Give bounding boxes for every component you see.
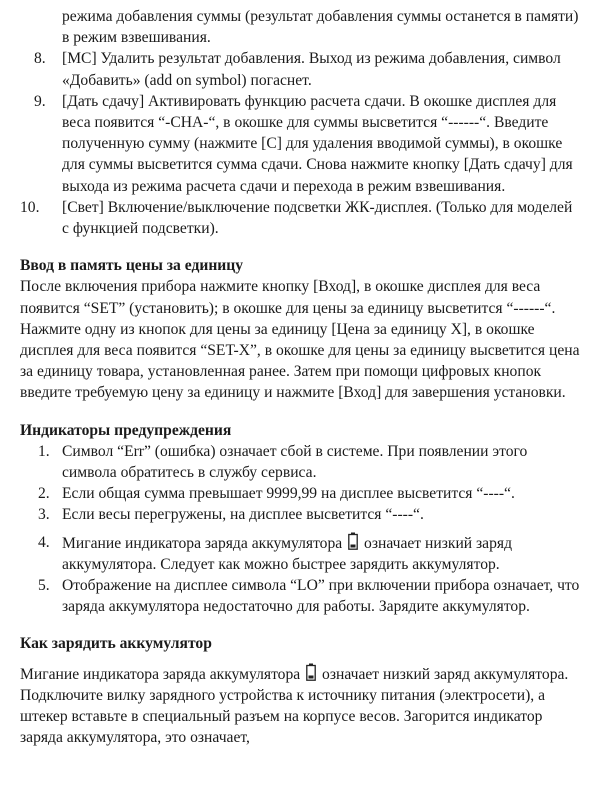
section-heading-warnings: Индикаторы предупреждения (20, 421, 232, 439)
unit-price-paragraph: После включения прибора нажмите кнопку [Вход], в окошке дисплея для веса появится “SET” (установить); в окошке для цены за единицу высветится “------“. Нажмите одну из кнопок для цены за единицу [Цена за единицу X], в окошке дисплея для веса появится “SET-X”, в окошке для цены за единицу высветится цена за единицу товара, установленная ранее. Затем при помощи цифровых кнопок введите требуемую цену за единицу и нажмите [Вход] для завершения установки. (20, 278, 580, 402)
item-text: [Свет] Включение/выключение подсветки ЖК-дисплея. (Только для моделей с функцией подсветки). (62, 198, 573, 238)
list-item (20, 197, 580, 239)
item-text: Если весы перегружены, на дисплее высветится “----“. (62, 506, 424, 524)
section-heading-unit-price: Ввод в память цены за единицу (20, 257, 244, 275)
item-number: 10. (20, 198, 40, 216)
warning-list (20, 441, 580, 618)
item-text: [Дать сдачу] Активировать функцию расчета сдачи. В окошке дисплея для веса появится “-CHA-“, в окошке для суммы высветится “------“. Введите полученную сумму (нажмите [C] для удаления вводимой суммы), в окошке для суммы высветится сумма сдачи. Снова нажмите кнопку [Дать сдачу] для выхода из режима расчета сдачи и перехода в режим взвешивания. (62, 92, 573, 195)
battery-icon (306, 663, 316, 681)
button-function-list (20, 48, 580, 239)
battery-icon (348, 532, 358, 550)
section-heading-charging: Как зарядить аккумулятор (20, 635, 212, 653)
list-item (20, 91, 580, 197)
list-item (20, 504, 580, 525)
item-number: 3. (38, 506, 50, 524)
item-text: Если общая сумма превышает 9999,99 на дисплее высветится “----“. (62, 485, 515, 503)
list-item (20, 48, 580, 90)
item-number: 1. (38, 442, 50, 460)
item-number: 2. (38, 485, 50, 503)
item-number: 8. (34, 50, 46, 68)
continuation-text: режима добавления суммы (результат добавления суммы останется в памяти) в режим взвешивания. (62, 8, 579, 47)
charging-text-before: Мигание индикатора заряда аккумулятора (20, 665, 301, 683)
list-item (20, 441, 580, 483)
item-text-after: означает низкий заряд аккумулятора. Следует как можно быстрее зарядить аккумулятор. (62, 534, 513, 573)
list-item (20, 575, 580, 617)
item-number: 5. (38, 577, 50, 595)
item-text: Отображение на дисплее символа “LO” при включении прибора означает, что заряда аккумулятора недостаточно для работы. Зарядите аккумулятор. (62, 577, 580, 616)
list-item (20, 532, 580, 575)
charging-paragraph (20, 663, 580, 749)
item-number: 4. (38, 533, 50, 551)
item-text-before: Мигание индикатора заряда аккумулятора (62, 534, 343, 552)
list-item (20, 483, 580, 504)
item-text: [MC] Удалить результат добавления. Выход из режима добавления, символ «Добавить» (add on symbol) погаснет. (62, 50, 561, 89)
item-text: Символ “Err” (ошибка) означает сбой в системе. При появлении этого символа обратитесь в службу сервиса. (62, 442, 528, 482)
item-number: 9. (34, 92, 46, 110)
charging-text-after: означает низкий заряд аккумулятора. Подключите вилку зарядного устройства к источнику питания (электросети), а штекер вставьте в специальный разъем на корпусе весов. Загорится индикатор заряда аккумулятора, это означает, (20, 665, 569, 747)
